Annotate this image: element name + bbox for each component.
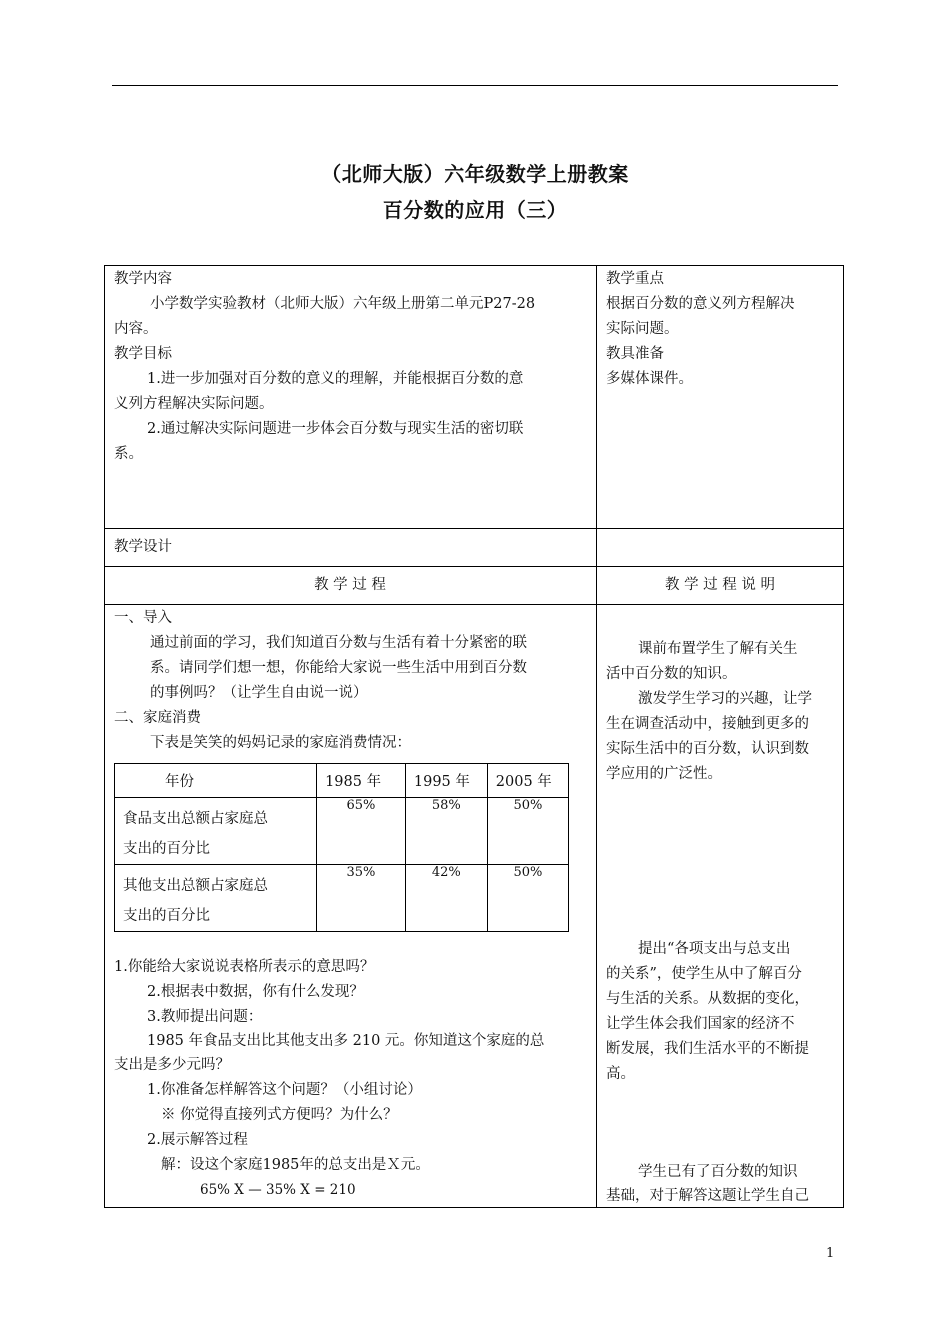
note-line: 课前布置学生了解有关生 — [638, 641, 798, 657]
section-heading: 二、家庭消费 — [114, 710, 201, 726]
consumption-table — [114, 763, 569, 932]
equation-line: 65% X — 35% X = 210 — [200, 1182, 356, 1198]
focus-text: 实际问题。 — [606, 321, 679, 337]
question-line: 2.根据表中数据，你有什么发现？ — [147, 984, 364, 1000]
focus-label: 教学重点 — [606, 271, 664, 287]
row-label: 支出的百分比 — [123, 841, 210, 857]
table-cell: 42% — [405, 865, 487, 932]
step-line: 2.展示解答过程 — [147, 1132, 248, 1148]
solution-line: 解：设这个家庭1985年的总支出是Ｘ元。 — [161, 1157, 430, 1173]
paragraph-line: 的事例吗？（让学生自由说一说） — [150, 685, 368, 701]
column-divider — [596, 265, 597, 1208]
lesson-title: 百分数的应用（三） — [382, 198, 568, 222]
table-header-cell: 年份 — [115, 764, 317, 798]
table-cell: 35% — [317, 865, 406, 932]
focus-text: 根据百分数的意义列方程解决 — [606, 296, 795, 312]
section-heading: 一、导入 — [114, 610, 172, 626]
note-line: 提出“各项支出与总支出 — [638, 941, 791, 957]
question-line: 1.你能给大家说说表格所表示的意思吗？ — [114, 959, 375, 975]
step-note: ※ 你觉得直接列式方便吗？为什么？ — [161, 1107, 398, 1123]
goal-text: 系。 — [114, 446, 143, 462]
note-line: 活中百分数的知识。 — [606, 666, 737, 682]
note-line: 学生已有了百分数的知识 — [638, 1164, 798, 1180]
goal-text: 义列方程解决实际问题。 — [114, 396, 274, 412]
question-line: 3.教师提出问题： — [147, 1009, 263, 1025]
document-title: （北师大版）六年级数学上册教案 — [321, 162, 629, 186]
goal-text: 1.进一步加强对百分数的意义的理解，并能根据百分数的意 — [147, 371, 524, 387]
goals-label: 教学目标 — [114, 346, 172, 362]
content-text: 小学数学实验教材（北师大版）六年级上册第二单元P27-28 — [150, 296, 536, 312]
table-row — [115, 798, 569, 865]
table-cell: 50% — [487, 798, 568, 865]
table-cell — [115, 798, 317, 865]
table-header-cell: 1995 年 — [405, 764, 487, 798]
paragraph-line: 下表是笑笑的妈妈记录的家庭消费情况： — [150, 735, 411, 751]
problem-line: 支出是多少元吗？ — [114, 1057, 230, 1073]
page-number: 1 — [826, 1246, 835, 1261]
table-header-cell: 1985 年 — [317, 764, 406, 798]
table-header-cell: 2005 年 — [487, 764, 568, 798]
tools-text: 多媒体课件。 — [606, 371, 693, 387]
row-label: 其他支出总额占家庭总 — [123, 878, 268, 894]
note-line: 激发学生学习的兴趣，让学 — [638, 691, 812, 707]
row-divider — [104, 566, 844, 567]
note-line: 让学生体会我们国家的经济不 — [606, 1016, 795, 1032]
row-label: 食品支出总额占家庭总 — [123, 811, 268, 827]
table-cell: 50% — [487, 865, 568, 932]
note-line: 学应用的广泛性。 — [606, 766, 722, 782]
problem-line: 1985 年食品支出比其他支出多 210 元。你知道这个家庭的总 — [147, 1033, 545, 1049]
row-divider — [104, 604, 844, 605]
row-divider — [104, 528, 844, 529]
table-cell: 58% — [405, 798, 487, 865]
header-rule — [112, 85, 838, 86]
table-cell — [115, 865, 317, 932]
table-cell: 65% — [317, 798, 406, 865]
tools-label: 教具准备 — [606, 346, 664, 362]
note-line: 的关系”，使学生从中了解百分 — [606, 966, 802, 982]
paragraph-line: 通过前面的学习，我们知道百分数与生活有着十分紧密的联 — [150, 635, 527, 651]
process-header: 教 学 过 程 — [314, 577, 386, 593]
note-line: 实际生活中的百分数，认识到数 — [606, 741, 809, 757]
design-label: 教学设计 — [114, 539, 172, 555]
note-line: 与生活的关系。从数据的变化， — [606, 991, 809, 1007]
note-line: 断发展，我们生活水平的不断提 — [606, 1041, 809, 1057]
notes-header: 教 学 过 程 说 明 — [664, 577, 776, 593]
note-line: 生在调查活动中，接触到更多的 — [606, 716, 809, 732]
step-line: 1.你准备怎样解答这个问题？（小组讨论） — [147, 1082, 422, 1098]
goal-text: 2.通过解决实际问题进一步体会百分数与现实生活的密切联 — [147, 421, 524, 437]
content-text: 内容。 — [114, 321, 158, 337]
note-line: 基础，对于解答这题让学生自己 — [606, 1188, 809, 1204]
table-row — [115, 865, 569, 932]
content-label: 教学内容 — [114, 271, 172, 287]
note-line: 高。 — [606, 1066, 635, 1082]
paragraph-line: 系。请同学们想一想，你能给大家说一些生活中用到百分数 — [150, 660, 527, 676]
row-label: 支出的百分比 — [123, 908, 210, 924]
